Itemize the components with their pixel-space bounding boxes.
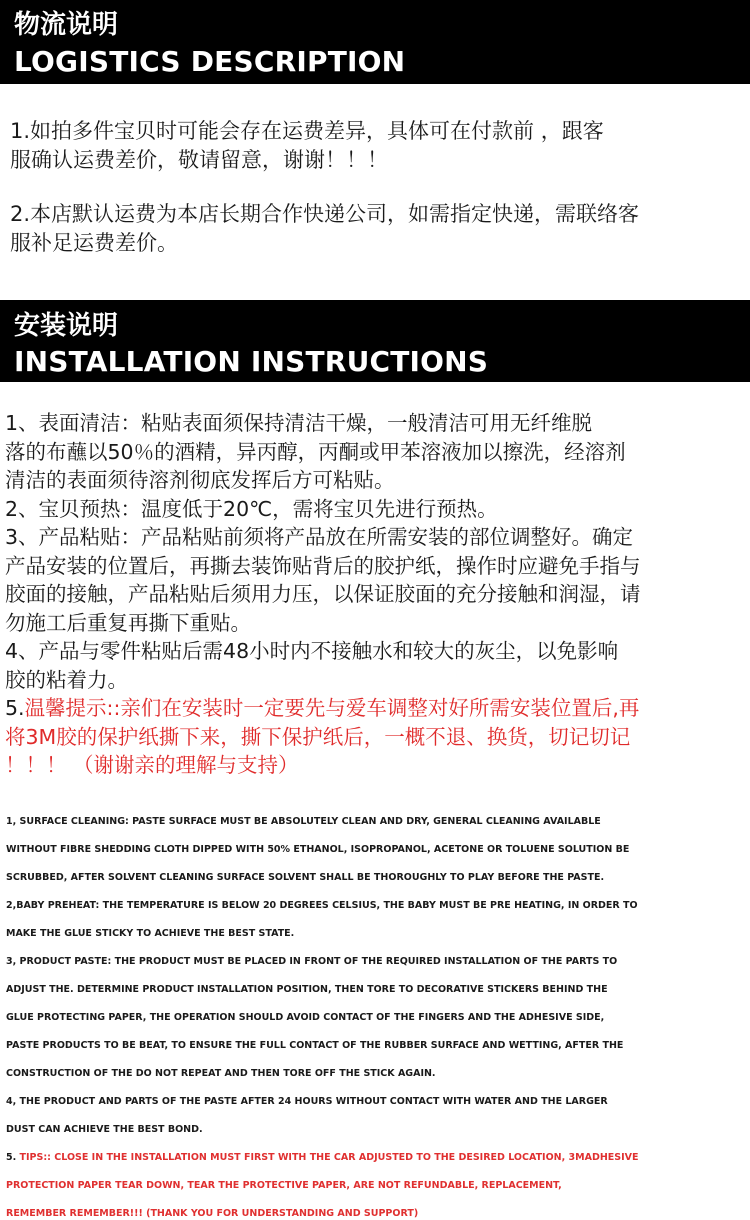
installation-line: 3、产品粘贴：产品粘贴前须将产品放在所需安装的部位调整好。确定 [5,525,634,549]
english-tip-line-3: REMEMBER REMEMBER!!! (THANK YOU FOR UNDERSTANDING AND SUPPORT) [6,1208,419,1219]
logistics-header-banner [0,0,750,84]
installation-title-en: INSTALLATION INSTRUCTIONS [14,345,489,378]
logistics-item-1-line-1: 1.如拍多件宝贝时可能会存在运费差异，具体可在付款前 ，跟客 [10,119,604,143]
english-line: 3, PRODUCT PASTE: THE PRODUCT MUST BE PLACED IN FRONT OF THE REQUIRED INSTALLATION OF THE PARTS TO [6,956,618,967]
installation-line: 2、宝贝预热：温度低于20℃，需将宝贝先进行预热。 [5,496,498,521]
logistics-item-1 [10,117,710,175]
logistics-item-2-line-1: 2.本店默认运费为本店长期合作快递公司，如需指定快递，需联络客 [10,202,640,226]
installation-line: 产品安装的位置后，再撕去装饰贴背后的胶护纸，操作时应避免手指与 [5,553,641,578]
installation-line: 4、产品与零件粘贴后需48小时内不接触水和较大的灰尘，以免影响 [5,639,619,663]
english-line: 4, THE PRODUCT AND PARTS OF THE PASTE AFTER 24 HOURS WITHOUT CONTACT WITH WATER AND THE LARGER [6,1096,608,1107]
english-line: 1, SURFACE CLEANING: PASTE SURFACE MUST BE ABSOLUTELY CLEAN AND DRY, GENERAL CLEANING AVAILABLE [6,816,601,827]
english-line: 2,BABY PREHEAT: THE TEMPERATURE IS BELOW 20 DEGREES CELSIUS, THE BABY MUST BE PRE HEATING, IN ORDER TO [6,900,638,911]
english-line: PASTE PRODUCTS TO BE BEAT, TO ENSURE THE FULL CONTACT OF THE RUBBER SURFACE AND WETTING, AFTER THE [6,1040,624,1051]
installation-line: 清洁的表面须待溶剂彻底发挥后方可粘贴。 [5,468,395,492]
logistics-title-en: LOGISTICS DESCRIPTION [14,45,406,78]
english-line: CONSTRUCTION OF THE DO NOT REPEAT AND THEN TORE OFF THE STICK AGAIN. [6,1068,436,1079]
logistics-item-2-line-2: 服补足运费差价。 [10,231,178,255]
installation-line: 勿施工后重复再撕下重贴。 [5,610,251,635]
logistics-item-1-line-2: 服确认运费差价，敬请留意，谢谢！！！ [10,148,388,172]
installation-tip-prefix: 5. [5,696,25,720]
english-tip-line-2: PROTECTION PAPER TEAR DOWN, TEAR THE PROTECTIVE PAPER, ARE NOT REFUNDABLE, REPLACEMENT, [6,1180,562,1191]
installation-line: 1、表面清洁：粘贴表面须保持清洁干燥，一般清洁可用无纤维脱 [5,411,593,435]
installation-title-cn: 安装说明 [14,311,119,341]
english-tip-text: TIPS:: CLOSE IN THE INSTALLATION MUST FIRST WITH THE CAR ADJUSTED TO THE DESIRED LOCATION, 3MADHESIVE [19,1152,639,1163]
installation-line: 落的布蘸以50％的酒精，异丙醇，丙酮或甲苯溶液加以擦洗，经溶剂 [5,439,626,464]
logistics-title-cn: 物流说明 [14,10,119,40]
logistics-item-2 [10,200,740,258]
english-line: MAKE THE GLUE STICKY TO ACHIEVE THE BEST STATE. [6,928,295,939]
installation-line: 胶面的接触，产品粘贴后须用力压，以保证胶面的充分接触和润湿，请 [5,582,641,606]
english-line: SCRUBBED, AFTER SOLVENT CLEANING SURFACE SOLVENT SHALL BE THOROUGHLY TO PLAY BEFORE THE PASTE. [6,872,605,883]
english-line: DUST CAN ACHIEVE THE BEST BOND. [6,1124,203,1135]
installation-tip-line-1 [5,694,750,723]
english-line: GLUE PROTECTING PAPER, THE OPERATION SHOULD AVOID CONTACT OF THE FINGERS AND THE ADHESIVE SIDE, [6,1012,605,1023]
installation-tip-line-3: ！！！ （谢谢亲的理解与支持） [5,753,299,777]
installation-header-banner [0,300,750,382]
english-line: ADJUST THE. DETERMINE PRODUCT INSTALLATION POSITION, THEN TORE TO DECORATIVE STICKERS BEHIND THE [6,984,608,995]
english-tip-prefix: 5. [6,1152,20,1163]
installation-tip-text: 温馨提示::亲们在安装时一定要先与爱车调整对好所需安装位置后,再 [24,696,640,720]
english-tip-line-1 [6,1152,639,1163]
english-line: WITHOUT FIBRE SHEDDING CLOTH DIPPED WITH 50% ETHANOL, ISOPROPANOL, ACETONE OR TOLUENE SOLUTION BE [6,844,630,855]
installation-steps-cn [5,409,750,780]
installation-line: 胶的粘着力。 [5,667,128,692]
installation-tip-line-2: 将3M胶的保护纸撕下来，撕下保护纸后，一概不退、换货，切记切记 [5,724,631,749]
